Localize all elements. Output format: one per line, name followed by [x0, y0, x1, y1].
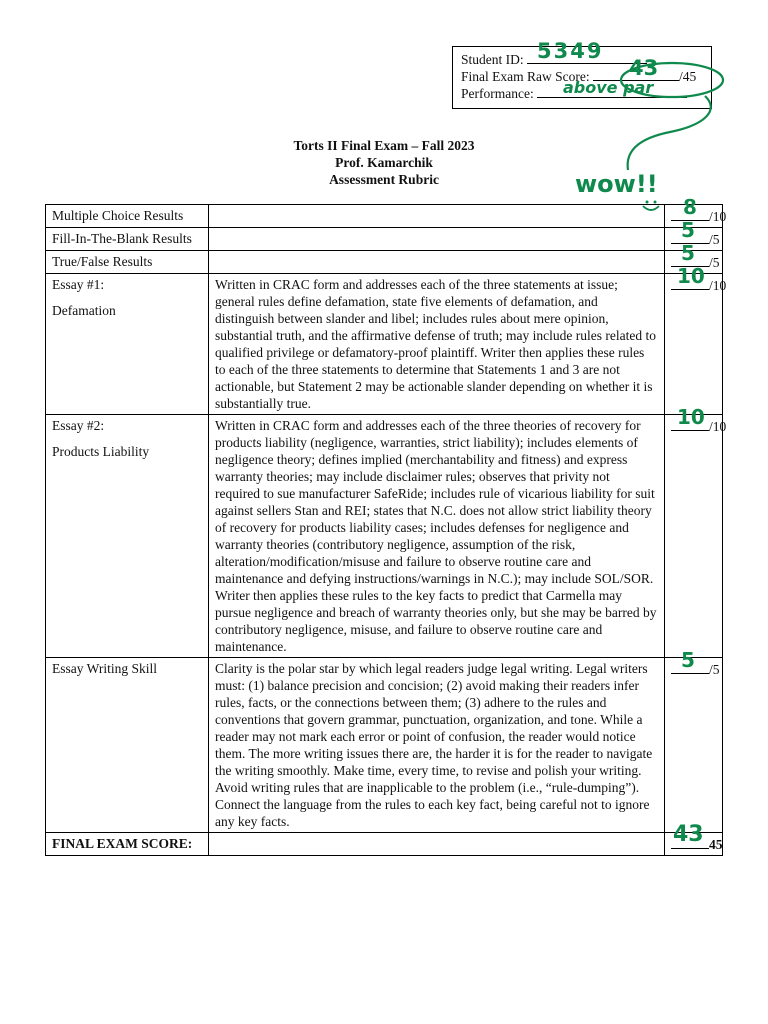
final-score-handwritten: 43: [673, 822, 704, 847]
title-line-1: Torts II Final Exam – Fall 2023: [293, 138, 475, 153]
raw-score-max: /45: [678, 69, 697, 84]
description-cell: Written in CRAC form and addresses each of the three theories of recovery for products liability (negligence, warranties, strict liability); includes elements of negligence theory; defines implied (merchantability and fitness) and express warranty theories; may include disclaimer rules; observes that privity not required to sue manufacturer SafeRide; includes rule of vicarious liability for suit against sellers Stan and REI; states that N.C. does not allow strict liability theory of recovery for products liability cases; includes defenses for negligence and warranty theories (contributory negligence, assumption of the risk, alteration/modification/misuse and failure to observe routine care and maintenance and defying instructions/warnings in N.C.); may include SOL/SOR. Writer then applies these rules to the key facts to predict that Carmella may pursue negligence and breach of warranty theories only, but she may be barred by contributory negligence, misuse, and failure to observe routine care and maintenance.: [209, 415, 665, 658]
final-score-row: [46, 833, 723, 856]
score-handwritten: 5: [681, 648, 695, 672]
final-score-label: FINAL EXAM SCORE:: [52, 836, 193, 851]
table-row: [46, 658, 723, 833]
table-row: [46, 274, 723, 415]
title-line-3: Assessment Rubric: [329, 172, 439, 187]
description-cell: Written in CRAC form and addresses each of the three statements at issue; general rules define defamation, state five elements of defamation, and distinguish between slander and libel; includes rules about mere opinion, substantial truth, and the affirmative defense of truth; may include rules related to qualified privilege or defamatory-proof plaintiff. Writer then applies these rules to each of the three statements to determine that Statements 1 and 3 are not actionable, but Statement 2 may be actionable slander depending on whether it is substantially true.: [209, 274, 665, 415]
final-score-max: 45: [709, 837, 723, 852]
final-score-cell: [665, 822, 723, 856]
score-blank: [671, 648, 709, 674]
score-handwritten: 8: [683, 195, 697, 219]
score-cell: [665, 648, 723, 833]
score-handwritten: 10: [677, 264, 705, 288]
category-cell: [46, 415, 209, 658]
table-row: [46, 251, 723, 274]
table-row: [46, 415, 723, 658]
score-max: /5: [709, 255, 720, 270]
wow-handwritten: wow!!: [575, 170, 658, 198]
final-score-empty-cell: [209, 833, 665, 856]
category-label: Essay #2:: [52, 418, 105, 433]
title-line-2: Prof. Kamarchik: [335, 155, 433, 170]
student-id-handwritten: 5349: [537, 39, 604, 63]
score-max: /10: [709, 419, 727, 434]
description-cell: [209, 228, 665, 251]
category-sublabel: Defamation: [52, 303, 116, 318]
student-id-label: Student ID:: [461, 52, 524, 67]
category-label: Essay #1:: [52, 277, 105, 292]
category-label: True/False Results: [52, 254, 153, 269]
score-handwritten: 5: [681, 241, 695, 265]
score-max: /10: [709, 278, 727, 293]
table-row: [46, 205, 723, 228]
score-cell: [665, 264, 727, 415]
score-blank: [671, 264, 709, 290]
description-cell: [209, 251, 665, 274]
performance-handwritten: above par: [563, 78, 654, 97]
description-cell: [209, 205, 665, 228]
raw-score-label: Final Exam Raw Score:: [461, 69, 590, 84]
score-cell: [665, 405, 727, 658]
score-blank: [671, 405, 709, 431]
score-handwritten: 10: [677, 405, 705, 429]
raw-score-handwritten: 43: [629, 56, 659, 80]
category-label: Essay Writing Skill: [52, 661, 157, 676]
document-title: [0, 137, 768, 188]
table-row: [46, 228, 723, 251]
category-cell: [46, 251, 209, 274]
description-cell: Clarity is the polar star by which legal readers judge legal writing. Legal writers must: (1) balance precision and concision; (2) avoid making their readers infer rules, facts, or the connections between them; (3) adhere to the rules and conventions that govern grammar, punctuation, organization, and tone. While a reader may not mark each error or point of confusion, the reader would notice them. The more writing issues there are, the harder it is for the reader to navigate the writing smoothly. Make time, every time, to revise and polish your writing. Avoid writing rules that are inapplicable to the problem (i.e., “rule-dumping”). Connect the language from the rules to each key fact, being careful not to ignore any key facts.: [209, 658, 665, 833]
score-handwritten: 5: [681, 218, 695, 242]
performance-label: Performance:: [461, 86, 534, 101]
score-max: /5: [709, 232, 720, 247]
final-score-blank: [671, 822, 709, 849]
category-cell: [46, 228, 209, 251]
category-cell: [46, 274, 209, 415]
category-sublabel: Products Liability: [52, 444, 150, 459]
assessment-rubric-table: [45, 195, 727, 856]
category-label: Multiple Choice Results: [52, 208, 184, 223]
final-score-label-cell: [46, 833, 209, 856]
score-max: /10: [709, 209, 727, 224]
score-max: /5: [709, 662, 720, 677]
score-circle: [621, 63, 723, 97]
category-cell: [46, 658, 209, 833]
category-label: Fill-In-The-Blank Results: [52, 231, 192, 246]
category-cell: [46, 205, 209, 228]
